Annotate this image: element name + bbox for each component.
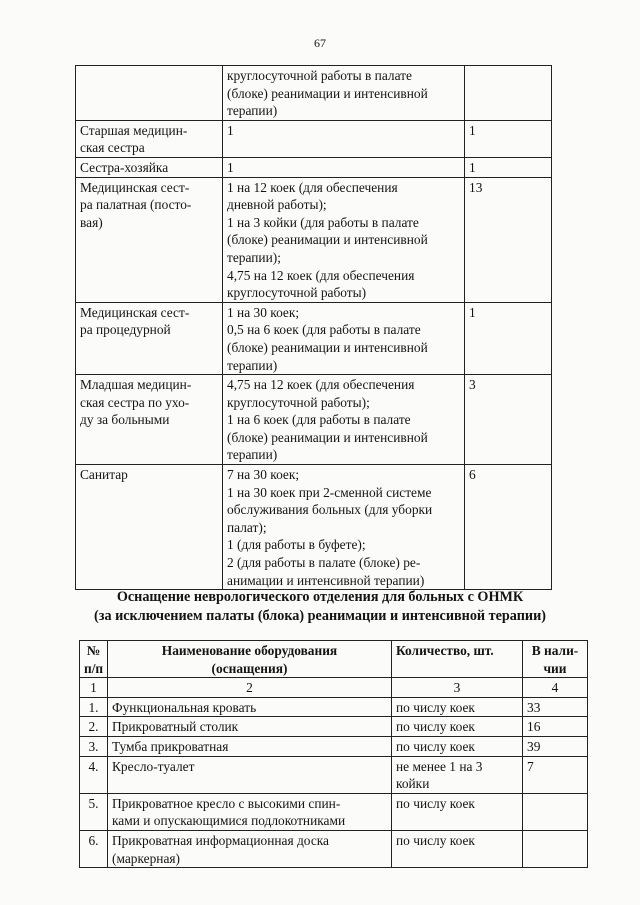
cell-line: Медицинская сест- — [80, 304, 190, 320]
cell-line: 1 — [227, 159, 234, 175]
equipment-name — [108, 793, 392, 830]
cell-line: не менее 1 на 3 — [396, 758, 483, 774]
cell-line: 7 на 30 коек; — [227, 467, 300, 483]
cell-line: 1 на 30 коек при 2-сменной системе — [227, 484, 432, 500]
cell-line: Прикроватный столик — [112, 719, 239, 735]
norm-cell — [223, 157, 465, 177]
position-cell — [76, 375, 223, 465]
cell-line: терапии) — [227, 447, 278, 463]
equipment-available: 33 — [523, 697, 588, 717]
norm-cell — [223, 177, 465, 302]
index-cell: 2 — [108, 678, 392, 698]
equipment-available: 7 — [523, 756, 588, 793]
cell-line: круглосуточной работы); — [227, 394, 370, 410]
cell-line: дневной работы); — [227, 197, 327, 213]
header-line: Количество, шт. — [396, 643, 494, 658]
equipment-quantity — [392, 793, 523, 830]
cell-line: (блоке) реанимации и интенсивной — [227, 429, 428, 445]
cell-line: Тумба прикроватная — [112, 738, 229, 754]
cell-line: Прикроватная информационная доска — [112, 832, 330, 848]
cell-line: 1 (для работы в буфете); — [227, 537, 366, 553]
cell-line: 4,75 на 12 коек (для обеспечения — [227, 267, 415, 283]
equipment-available — [523, 830, 588, 867]
equipment-available: 16 — [523, 717, 588, 737]
header-name — [108, 641, 392, 678]
norm-cell — [223, 375, 465, 465]
cell-line: по числу коек — [396, 699, 475, 715]
equipment-quantity — [392, 736, 523, 756]
page-number: 67 — [314, 36, 326, 50]
norm-cell — [223, 465, 465, 590]
header-line: чии — [543, 660, 567, 676]
norm-cell — [223, 302, 465, 374]
staff-row — [76, 302, 552, 374]
equipment-name — [108, 717, 392, 737]
equipment-header-row — [80, 641, 588, 678]
row-number: 5. — [80, 793, 108, 830]
count-cell: 1 — [465, 120, 552, 157]
cell-line: 4,75 на 12 коек (для обеспечения — [227, 377, 415, 393]
cell-line: по числу коек — [396, 719, 475, 735]
equipment-row — [80, 756, 588, 793]
count-cell — [465, 66, 552, 121]
cell-line: ская сестра — [80, 140, 145, 156]
cell-line: Сестра-хозяйка — [80, 159, 169, 175]
section-title-line: (за исключением палаты (блока) реанимации и интенсивной терапии) — [94, 608, 546, 624]
cell-line: вая) — [80, 214, 103, 230]
cell-line: Медицинская сест- — [80, 179, 190, 195]
row-number: 3. — [80, 736, 108, 756]
staff-row — [76, 177, 552, 302]
cell-line: круглосуточной работы) — [227, 285, 367, 301]
position-cell — [76, 302, 223, 374]
equipment-name — [108, 756, 392, 793]
header-line: п/п — [84, 660, 104, 676]
row-number: 6. — [80, 830, 108, 867]
cell-line: 0,5 на 6 коек (для работы в палате — [227, 322, 421, 338]
equipment-table — [79, 640, 588, 868]
equipment-available: 39 — [523, 736, 588, 756]
count-cell: 13 — [465, 177, 552, 302]
cell-line: Прикроватное кресло с высокими спин- — [112, 795, 341, 811]
cell-line: по числу коек — [396, 795, 475, 811]
header-availability — [523, 641, 588, 678]
cell-line: круглосуточной работы в палате — [227, 68, 412, 83]
cell-line: Младшая медицин- — [80, 377, 192, 393]
equipment-quantity — [392, 756, 523, 793]
cell-line: ская сестра по ухо- — [80, 394, 190, 410]
equipment-quantity — [392, 830, 523, 867]
equipment-row — [80, 717, 588, 737]
staff-row — [76, 66, 552, 121]
cell-line: (маркерная) — [112, 850, 181, 866]
cell-line: 1 — [227, 122, 234, 138]
index-cell: 1 — [80, 678, 108, 698]
position-cell — [76, 177, 223, 302]
row-number: 2. — [80, 717, 108, 737]
cell-line: терапии) — [227, 103, 278, 119]
position-cell — [76, 120, 223, 157]
staff-row — [76, 157, 552, 177]
staff-row — [76, 465, 552, 590]
row-number: 4. — [80, 756, 108, 793]
cell-line: по числу коек — [396, 832, 475, 848]
header-quantity — [392, 641, 523, 678]
position-cell — [76, 465, 223, 590]
header-line: Наименование оборудования — [161, 643, 338, 658]
equipment-name — [108, 697, 392, 717]
cell-line: 1 на 3 койки (для работы в палате — [227, 214, 419, 230]
equipment-row — [80, 793, 588, 830]
header-line: В нали- — [531, 643, 579, 658]
cell-line: койки — [396, 776, 430, 792]
equipment-row — [80, 697, 588, 717]
position-cell — [76, 157, 223, 177]
row-number: 1. — [80, 697, 108, 717]
equipment-available — [523, 793, 588, 830]
cell-line: терапии); — [227, 249, 281, 265]
cell-line: ра палатная (посто- — [80, 197, 192, 213]
cell-line: Функциональная кровать — [112, 699, 257, 715]
equipment-name — [108, 830, 392, 867]
position-cell — [76, 66, 223, 121]
index-cell: 4 — [523, 678, 588, 698]
count-cell: 1 — [465, 302, 552, 374]
staff-row — [76, 375, 552, 465]
cell-line: (блоке) реанимации и интенсивной — [227, 85, 428, 101]
equipment-name — [108, 736, 392, 756]
cell-line: 1 на 12 коек (для обеспечения — [227, 179, 398, 195]
cell-line: терапии) — [227, 357, 278, 373]
cell-line: 2 (для работы в палате (блоке) ре- — [227, 555, 421, 571]
norm-cell — [223, 120, 465, 157]
cell-line: анимации и интенсивной терапии) — [227, 572, 425, 588]
norm-cell — [223, 66, 465, 121]
equipment-row — [80, 830, 588, 867]
cell-line: 1 на 30 коек; — [227, 304, 300, 320]
cell-line: палат); — [227, 519, 267, 535]
cell-line: ра процедурной — [80, 322, 171, 338]
staffing-table — [75, 65, 552, 590]
header-num — [80, 641, 108, 678]
cell-line: ками и опускающимися подлокотниками — [112, 813, 346, 829]
count-cell: 6 — [465, 465, 552, 590]
cell-line: Санитар — [80, 467, 128, 483]
cell-line: ду за больными — [80, 412, 170, 428]
section-title-line: Оснащение неврологического отделения для больных с ОНМК — [116, 589, 524, 605]
header-line: (оснащения) — [211, 660, 288, 676]
cell-line: 1 на 6 коек (для работы в палате — [227, 412, 411, 428]
count-cell: 3 — [465, 375, 552, 465]
section-title — [0, 588, 640, 626]
cell-line: (блоке) реанимации и интенсивной — [227, 232, 428, 248]
equipment-quantity — [392, 697, 523, 717]
count-cell: 1 — [465, 157, 552, 177]
cell-line: по числу коек — [396, 738, 475, 754]
cell-line: Кресло-туалет — [112, 758, 195, 774]
cell-line: обслуживания больных (для уборки — [227, 502, 433, 518]
cell-line: Старшая медицин- — [80, 122, 188, 138]
equipment-row — [80, 736, 588, 756]
header-line: № — [86, 643, 101, 658]
equipment-quantity — [392, 717, 523, 737]
staff-row — [76, 120, 552, 157]
index-cell: 3 — [392, 678, 523, 698]
cell-line: (блоке) реанимации и интенсивной — [227, 339, 428, 355]
equipment-index-row — [80, 678, 588, 698]
